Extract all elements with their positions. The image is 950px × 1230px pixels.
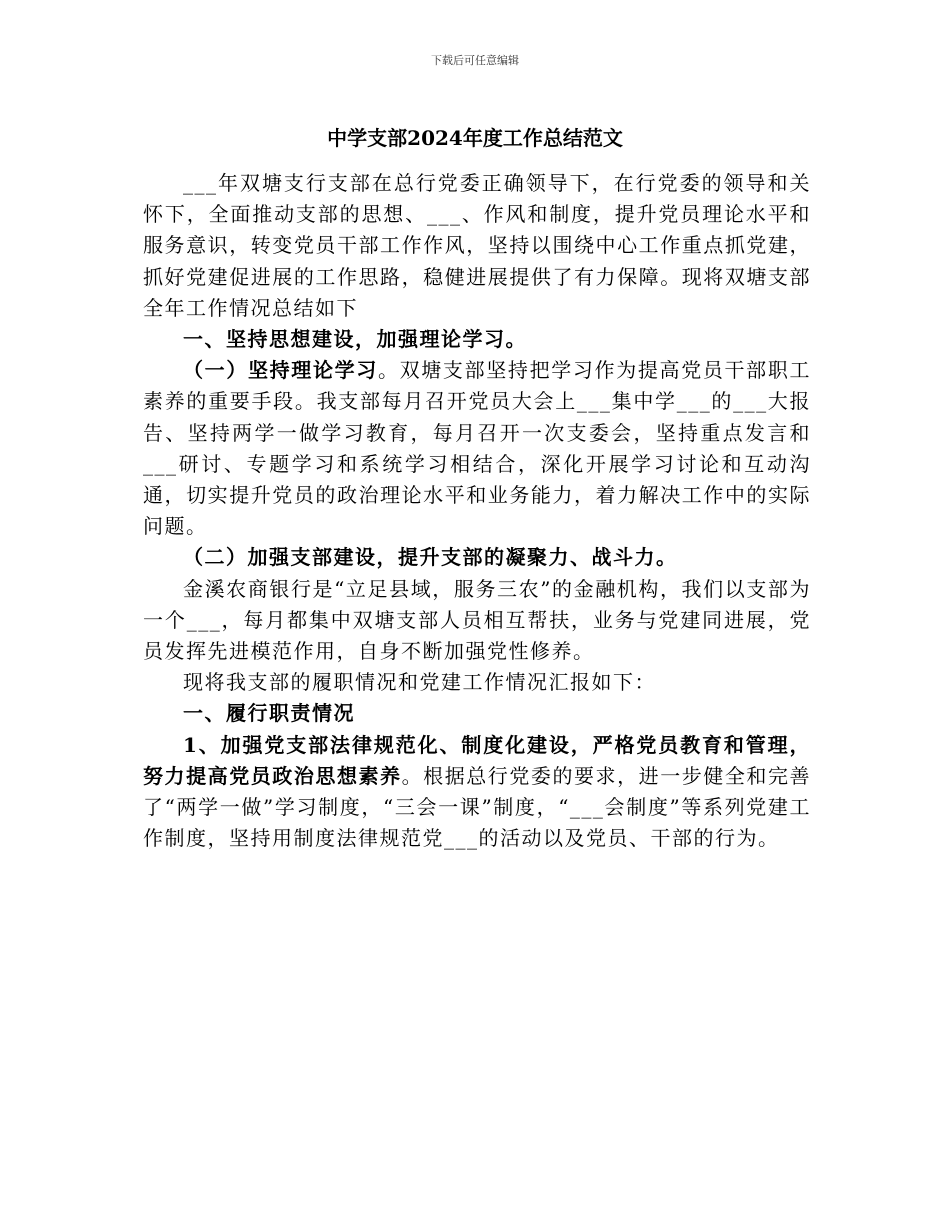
paragraph-bank-intro: 金溪农商银行是“立足县域，服务三农”的金融机构，我们以支部为一个___，每月都集中双塘支部人员相互帮扶，业务与党建同进展，党员发挥先进模范作用，自身不断加强党性修养。 <box>143 576 811 664</box>
section-heading-duties: 一、履行职责情况 <box>183 701 355 726</box>
subheading-regulation: 1、加强党支部法律规范化、制度化建设，严格党员教育和管理，努力提高党员政治思想素养 <box>143 732 811 788</box>
paragraph-regulation <box>143 730 811 855</box>
header-note: 下载后可任意编辑 <box>431 54 519 67</box>
subheading-theory-study: （一）坚持理论学习 <box>183 358 378 383</box>
document-body <box>143 168 811 854</box>
section-heading-1: 一、坚持思想建设，加强理论学习。 <box>183 327 527 352</box>
paragraph-theory-study-text: 。双塘支部坚持把学习作为提高党员干部职工素养的重要手段。我支部每月召开党员大会上___集中学___的___大报告、坚持两学一做学习教育，每月召开一次支委会，坚持重点发言和___研讨、专题学习和系统学习相结合，深化开展学习讨论和互动沟通，切实提升党员的政治理论水平和业务能力，着力解决工作中的实际问题。 <box>143 358 812 539</box>
paragraph-report-intro: 现将我支部的履职情况和党建工作情况汇报如下： <box>183 670 656 695</box>
paragraph-regulation-text: 。根据总行党委的要求，进一步健全和完善了“两学一做”学习制度，“三会一课”制度，“___会制度”等系列党建工作制度，坚持用制度法律规范党___的活动以及党员、干部的行为。 <box>143 763 812 851</box>
subheading-branch-building: （二）加强支部建设，提升支部的凝聚力、战斗力。 <box>183 545 678 570</box>
document-title: 中学支部2024年度工作总结范文 <box>327 126 623 150</box>
paragraph-theory-study <box>143 355 811 542</box>
paragraph-intro: ___年双塘支行支部在总行党委正确领导下，在行党委的领导和关怀下，全面推动支部的思想、___、作风和制度，提升党员理论水平和服务意识，转变党员干部工作作风，坚持以围绕中心工作重点抓党建，抓好党建促进展的工作思路，稳健进展提供了有力保障。现将双塘支部全年工作情况总结如下 <box>143 171 811 320</box>
